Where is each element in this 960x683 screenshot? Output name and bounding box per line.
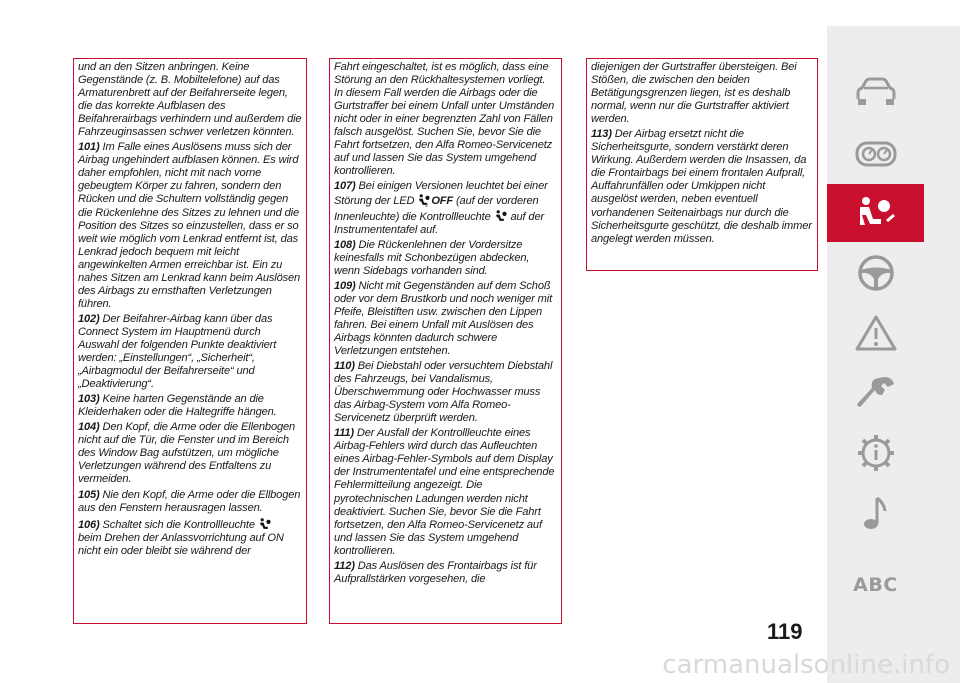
- airbag-warning-icon: [494, 209, 508, 223]
- warning-triangle-icon[interactable]: [827, 304, 924, 362]
- paragraph-105: 105) Nie den Kopf, die Arme oder die Ellbogen aus den Fenstern herausragen lassen.: [78, 488, 301, 514]
- paragraph: und an den Sitzen anbringen. Keine Gegenstände (z. B. Mobiltelefone) auf das Armaturenbrett auf der Beifahrerseite legen, die das korrekte Aufblasen des Beifahrerairbags verhindern und außerdem die Fahrzeuginsassen schwer verletzen könnten.: [78, 61, 302, 139]
- item-number: 106): [78, 518, 100, 531]
- paragraph-111: 111) Der Ausfall der Kontrollleuchte eines Airbag-Fehlers wird durch das Aufleuchten eines Airbag-Fehler-Symbols auf dem Display der Instrumententafel und eine entsprechende Fehlermitteilung angezeigt. Die pyrotechnischen Ladungen werden nicht deaktiviert. Suchen Sie, bevor Sie die Fahrt fortsetzen, den Alfa Romeo-Servicenetz auf und lassen Sie das System umgehend kontrollieren.: [334, 427, 555, 557]
- watermark: carmanualsonline.info: [662, 650, 950, 680]
- passenger-airbag-off-icon: [417, 193, 431, 207]
- item-number: 107): [334, 180, 356, 193]
- off-label: OFF: [431, 195, 454, 208]
- paragraph-103: 103) Keine harten Gegenstände an die Kleiderhaken oder die Haltegriffe hängen.: [78, 393, 277, 419]
- item-number: 112): [334, 559, 355, 572]
- item-number: 109): [334, 279, 356, 292]
- item-number: 108): [334, 238, 356, 251]
- alphabetical-index-label[interactable]: ABC: [853, 574, 898, 596]
- text-column-left: [73, 58, 307, 624]
- music-note-icon[interactable]: [827, 484, 924, 542]
- paragraph-107: 107) Bei einigen Versionen leuchtet bei einer Störung der LED 2 OFF (auf der vorderen Innenleuchte) die Kontrollleuchte auf der Instrumententafel auf.: [334, 180, 548, 236]
- airbag-warning-icon: [258, 517, 272, 531]
- paragraph-104: 104) Den Kopf, die Arme oder die Ellenbogen nicht auf die Tür, die Fenster und im Bereich des Window Bag aufstützen, um mögliche Verletzungen während des Entfaltens zu vermeiden.: [78, 421, 296, 486]
- item-number: 111): [334, 427, 354, 440]
- paragraph-112: 112) Das Auslösen des Frontairbags ist für Aufprallstärken vorgesehen, die: [334, 559, 537, 585]
- chapter-sidebar: [827, 26, 960, 683]
- dashboard-gauges-icon[interactable]: [827, 124, 924, 182]
- paragraph-108: 108) Die Rückenlehnen der Vordersitze keinesfalls mit Schonbezügen abdecken, wenn Sidebags vorhanden sind.: [334, 238, 530, 277]
- text-column-middle: [329, 58, 562, 624]
- paragraph-102: 102) Der Beifahrer-Airbag kann über das Connect System im Hauptmenü durch Auswahl der folgenden Punkte deaktiviert werden: „Einstellungen“, „Sicherheit“, „Airbagmodul der Beifahrerseite“ und „Deaktivierung“.: [78, 312, 277, 391]
- page-number: 119: [767, 619, 803, 644]
- gear-info-icon[interactable]: [827, 424, 924, 482]
- paragraph-101: 101) Im Falle eines Auslösens muss sich der Airbag ungehindert aufblasen können. Es wird daher empfohlen, nicht mit nach vorne gebeugtem Körper zu fahren, sondern den Rücken und die Schultern vollständig gegen die Rückenlehne des Sitzes zu lehnen und die Position des Sitzes so einzustellen, dass er so weit wie möglich vom Lenkrad entfernt ist, das Lenkrad jedoch bequem mit leicht angewinkelten Armen erreichbar ist. Ein zu nahes Sitzen am Lenkrad kann beim Auslösen des Airbags zu ernsthaften Verletzungen führen.: [78, 141, 301, 310]
- paragraph: Fahrt eingeschaltet, ist es möglich, dass eine Störung an den Rückhaltesystemen vorliegt. In diesem Fall werden die Airbags oder die Gurtstraffer bei einem Unfall unter Umständen nicht oder in einer begrenzten Zahl von Fällen falsch ausgelöst. Suchen Sie, bevor Sie die Fahrt fortsetzen, den Alfa Romeo-Servicenetz auf und lassen Sie das System umgehend kontrollieren.: [334, 61, 555, 178]
- item-number: 104): [78, 421, 100, 434]
- paragraph: diejenigen der Gurtstraffer übersteigen. Bei Stößen, die zwischen den beiden Betätigungsgrenzen liegen, ist es deshalb normal, wenn nur die Gurtstraffer aktiviert werden.: [591, 61, 797, 126]
- airbag-passenger-icon[interactable]: [827, 184, 924, 242]
- steering-wheel-icon[interactable]: [827, 244, 924, 302]
- car-icon[interactable]: [827, 64, 924, 122]
- item-number: 101): [78, 141, 100, 154]
- item-number: 105): [78, 488, 100, 501]
- svg-text:2: 2: [425, 203, 429, 208]
- paragraph-106: 106) Schaltet sich die Kontrollleuchte beim Drehen der Anlassvorrichtung auf ON nicht ein oder bleibt sie während der: [78, 518, 284, 557]
- paragraph-113: 113) Der Airbag ersetzt nicht die Sicherheitsgurte, sondern verstärkt deren Wirkung. Außerdem werden die Insassen, da die Frontairbags bei einem frontalen Aufprall, Auffahrunfällen oder Umkippen nicht ausgelöst werden, neben eventuell vorhandenen Seitenairbags nur durch die Sicherheitsgurte geschützt, die deshalb immer angelegt werden müssen.: [591, 128, 812, 245]
- item-number: 113): [591, 128, 612, 141]
- text-column-right: [586, 58, 818, 271]
- wrench-icon[interactable]: [827, 364, 924, 422]
- paragraph-110: 110) Bei Diebstahl oder versuchtem Diebstahl des Fahrzeugs, bei Vandalismus, Überschwemmung oder Hochwasser muss das Airbag-System vom Alfa Romeo-Servicenetz überprüft werden.: [334, 360, 553, 425]
- paragraph-109: 109) Nicht mit Gegenständen auf dem Schoß oder vor dem Brustkorb und noch weniger mit Pfeife, Bleistiften usw. zwischen den Lippen fahren. Bei einem Unfall mit Auslösen des Airbags könnten dadurch schwere Verletzungen entstehen.: [334, 279, 552, 357]
- item-number: 102): [78, 312, 100, 325]
- item-number: 110): [334, 360, 355, 373]
- item-number: 103): [78, 393, 100, 406]
